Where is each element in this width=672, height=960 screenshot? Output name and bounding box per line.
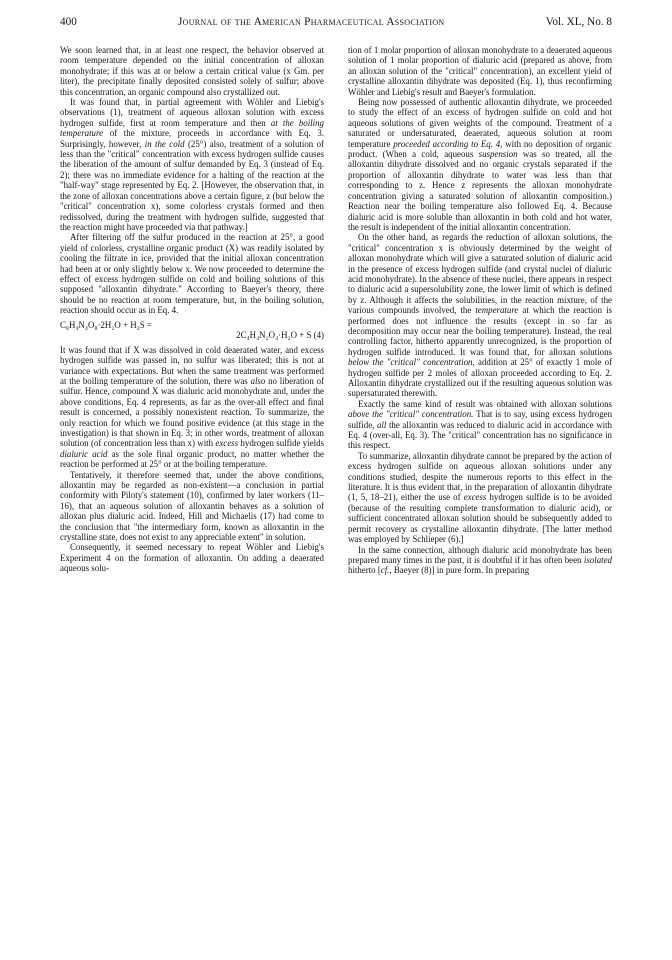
equation-line: C₈H₄N₄O₈·2H₂O + H₂S =	[60, 319, 152, 330]
paragraph: It was found that, in partial agreement with Wöhler and Liebig's observations (1), treatment of aqueous alloxan solution with excess hydrogen sulfide, first at room temperature and then at the boiling temperature of the mixture, proceeds in accordance with Eq. 3. Surprisingly, however, in the cold (25°) also, treatment of a solution of less than the "critical" concentration with excess hydrogen sulfide causes the liberation of the amount of sulfur demanded by Eq. 3 (instead of Eq. 2); there was no immediate evidence for a halting of the reaction at the "half-way" stage represented by Eq. 2. [However, the observation that, in the zone of alloxan concentrations above a certain figure, z (but below the "critical" concentration x), some colorless crystals formed and then redissolved, during the treatment with hydrogen sulfide, suggested that the reaction might have proceeded via that pathway.]	[60, 97, 324, 232]
paragraph: Being now possessed of authentic alloxantin dihydrate, we proceeded to study the effect of an excess of hydrogen sulfide on cold and hot aqueous solutions of given weights of the compound. Treatment of a saturated or undersaturated, deaerated, aqueous solution at room temperature proceeded according to Eq. 4, with no deposition of organic product. (When a cold, aqueous suspension was so treated, all the alloxantin dihydrate dissolved and no organic crystals separated if the proportion of alloxantin dihydrate to water was less than that corresponding to z. Hence z represents the alloxan monohydrate concentration giving a saturated solution of alloxantin composition.) Reaction near the boiling temperature also followed Eq. 4. Because dialuric acid is more soluble than alloxantin in both cold and hot water, the result is independent of the initial alloxantin concentration.	[348, 97, 612, 232]
paragraph: tion of 1 molar proportion of alloxan monohydrate to a deaerated aqueous solution of 1 molar proportion of dialuric acid (prepared as above, from an alloxan solution of the "critical" concentration), an excellent yield of crystalline alloxantin dihydrate was deposited (Eq. 1), thus reconfirming Wöhler and Liebig's result and Baeyer's formulation.	[348, 45, 612, 97]
paragraph: Consequently, it seemed necessary to repeat Wöhler and Liebig's Experiment 4 on the formation of alloxantin. On adding a deaerated aqueous solu-	[60, 542, 324, 574]
page-number: 400	[60, 16, 77, 28]
paragraph: We soon learned that, in at least one respect, the behavior observed at room temperature depended on the initial concentration of alloxan monohydrate; if this was at or below a certain critical value (x Gm. per liter), the precipitate finally deposited consisted solely of sulfur; above this concentration, an organic compound also crystallized out.	[60, 45, 324, 97]
paragraph: Tentatively, it therefore seemed that, under the above conditions, alloxantin may be regarded as non-existent—a conclusion in partial conformity with Piloty's statement (10), confirmed by later workers (11–16), that an aqueous solution of alloxantin behaves as a solution of alloxan plus dialuric acid. Indeed, Hill and Michaelis (17) had come to the conclusion that "the intermediary form, known as alloxantin in the crystalline state, does not exist to any appreciable extent" in solution.	[60, 469, 324, 543]
paragraph: Exactly the same kind of result was obtained with alloxan solutions above the "critical" concentration. That is to say, using excess hydrogen sulfide, all the alloxantin was reduced to dialuric acid in accordance with Eq. 4 (over-all, Eq. 3). The "critical" concentration has no significance in this respect.	[348, 398, 613, 451]
left-column	[60, 45, 324, 574]
paragraph: On the other hand, as regards the reduction of alloxan solutions, the "critical" concentration x is obviously determined by the weight of alloxan monohydrate which will give a saturated solution of dialuric acid in the presence of excess hydrogen sulfide (and crystal nuclei of dialuric acid monohydrate). In the absence of these nuclei, there appears in respect to dialuric acid a supersolubility zone, the lower limit of which is defined by z. Although it affects the solubilities, in the reaction mixture, of the various compounds involved, the temperature at which the reaction is performed does not influence the results (except in so far as decomposition may occur near the boiling temperature). Instead, the real controlling factor, hitherto apparently unrecognized, is the proportion of hydrogen sulfide introduced. It was found that, for alloxan solutions below the "critical" concentration, addition at 25° of exactly 1 mole of hydrogen sulfide per 2 moles of alloxan proceeded according to Eq. 2. Alloxantin dihydrate crystallized out if the resulting aqueous solution was supersaturated therewith.	[348, 232, 613, 399]
volume-issue: Vol. XL, No. 8	[545, 16, 612, 28]
running-header	[60, 16, 612, 32]
equation-4	[60, 320, 324, 341]
paragraph: After filtering off the sulfur produced in the reaction at 25°, a good yield of colorless, crystalline organic product (X) was readily isolated by cooling the filtrate in ice, provided that the initial alloxan concentration had been at or only slightly below x. We now proceeded to determine the effect of excess hydrogen sulfide on cold and boiling solutions of this supposed "alloxantin dihydrate." According to Baeyer's theory, there should be no reaction at room temperature, but, in the boiling solution, reaction should occur as in Eq. 4.	[60, 232, 324, 316]
paragraph: To summarize, alloxantin dihydrate cannot be prepared by the action of excess hydrogen sulfide on aqueous alloxan solutions under any conditions studied, despite the numerous reports to this effect in the literature. It is thus evident that, in the preparation of alloxantin dihydrate (1, 5, 18–21), either the use of excess hydrogen sulfide is to be avoided (because of the resulting complete transformation to dialuric acid), or sufficient concentrated alloxan solution should be subsequently added to permit recovery as crystalline alloxantin dihydrate. [The latter method was employed by Schlieper (6).]	[348, 450, 612, 545]
paragraph: In the same connection, although dialuric acid monohydrate has been prepared many times in the past, it is doubtful if it has often been isolated hitherto [cf., Baeyer (8)] in pure form. In preparing	[348, 544, 612, 576]
equation-line: 2C₄H₄N₂O₄·H₂O + S (4)	[236, 330, 324, 341]
journal-title: Journal of the American Pharmaceutical Association	[177, 16, 445, 28]
right-column	[348, 45, 612, 576]
paragraph: It was found that if X was dissolved in cold deaerated water, and excess hydrogen sulfide was passed in, no sulfur was liberated; this is not at variance with expectations. But when the same treatment was performed at the boiling temperature of the solution, there was also no liberation of sulfur. Hence, compound X was dialuric acid monohydrate and, under the above conditions, Eq. 4 represents, as far as the over-all effect and final result is concerned, a possibly nonexistent reaction. To summarize, the only reaction for which we found positive evidence (at this stage in the investigation) is that shown in Eq. 3; in other words, treatment of alloxan solution (of concentration less than x) with excess hydrogen sulfide yields dialuric acid as the sole final organic product, no matter whether the reaction be performed at 25° or at the boiling temperature.	[60, 344, 324, 470]
